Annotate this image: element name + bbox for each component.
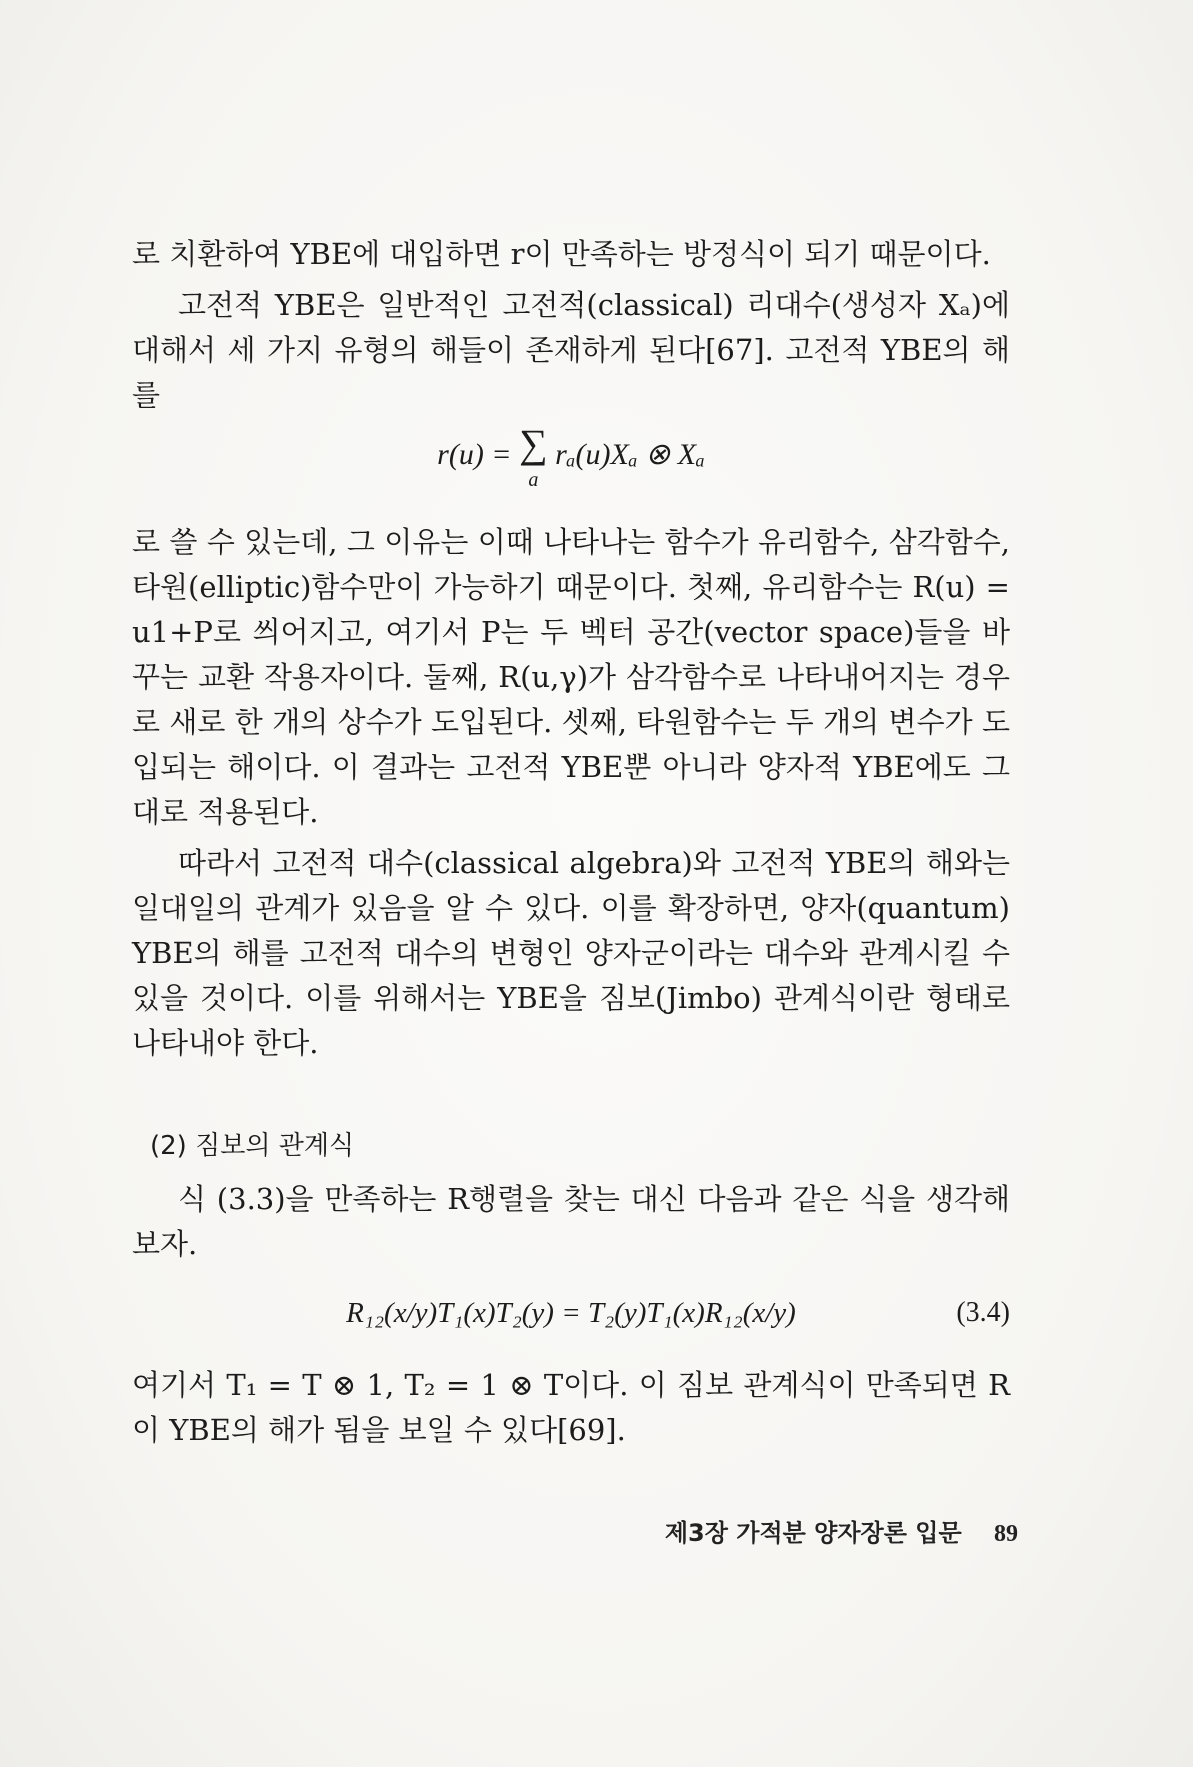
equation-number: (3.4) bbox=[956, 1297, 1010, 1328]
body-text bbox=[132, 232, 1010, 1459]
paragraph-5: 식 (3.3)을 만족하는 R행렬을 찾는 대신 다음과 같은 식을 생각해 보자. bbox=[132, 1182, 1010, 1261]
paragraph-3: 로 쓸 수 있는데, 그 이유는 이때 나타나는 함수가 유리함수, 삼각함수, 타원(elliptic)함수만이 가능하기 때문이다. 첫째, 유리함수는 R(u) = u1+P로 씌어지고, 여기서 P는 두 벡터 공간(vector space)들을 바꾸는 교환 작용자이다. 둘째, R(u,γ)가 삼각함수로 나타내어지는 경우로 새로 한 개의 상수가 도입된다. 셋째, 타원함수는 두 개의 변수가 도입되는 해이다. 이 결과는 고전적 YBE뿐 아니라 양자적 YBE에도 그대로 적용된다. bbox=[132, 525, 1010, 829]
summation bbox=[519, 421, 548, 491]
equation-jimbo-body: R₁₂(x/y)T₁(x)T₂(y) = T₂(y)T₁(x)R₁₂(x/y) bbox=[346, 1297, 796, 1329]
page-footer bbox=[665, 1513, 1018, 1548]
equation-sum-lhs: r(u) = bbox=[437, 437, 512, 471]
summation-index: a bbox=[528, 469, 539, 491]
paragraph-4: 따라서 고전적 대수(classical algebra)와 고전적 YBE의 해와는 일대일의 관계가 있음을 알 수 있다. 이를 확장하면, 양자(quantum) YBE의 해를 고전적 대수의 변형인 양자군이라는 대수와 관계시킬 수 있을 것이다. 이를 위해서는 YBE을 짐보(Jimbo) 관계식이란 형태로 나타내야 한다. bbox=[132, 846, 1010, 1060]
equation-sum-rhs: rₐ(u)Xₐ ⊗ Xₐ bbox=[555, 437, 705, 471]
paragraph-2: 고전적 YBE은 일반적인 고전적(classical) 리대수(생성자 Xₐ)에 대해서 세 가지 유형의 해들이 존재하게 된다[67]. 고전적 YBE의 해를 bbox=[132, 288, 1010, 412]
section-heading: (2) 짐보의 관계식 bbox=[150, 1131, 355, 1161]
paragraph-1: 로 치환하여 YBE에 대입하면 r이 만족하는 방정식이 되기 때문이다. bbox=[132, 237, 991, 271]
chapter-title: 제3장 가적분 양자장론 입문 bbox=[664, 1519, 962, 1547]
paragraph-6: 여기서 T₁ = T ⊗ 1, T₂ = 1 ⊗ T이다. 이 짐보 관계식이 만족되면 R이 YBE의 해가 됨을 보일 수 있다[69]. bbox=[132, 1368, 1010, 1447]
equation-jimbo bbox=[132, 1283, 1010, 1343]
equation-sum bbox=[132, 421, 1010, 510]
page-number: 89 bbox=[994, 1521, 1018, 1547]
summation-symbol: ∑ bbox=[519, 421, 548, 466]
